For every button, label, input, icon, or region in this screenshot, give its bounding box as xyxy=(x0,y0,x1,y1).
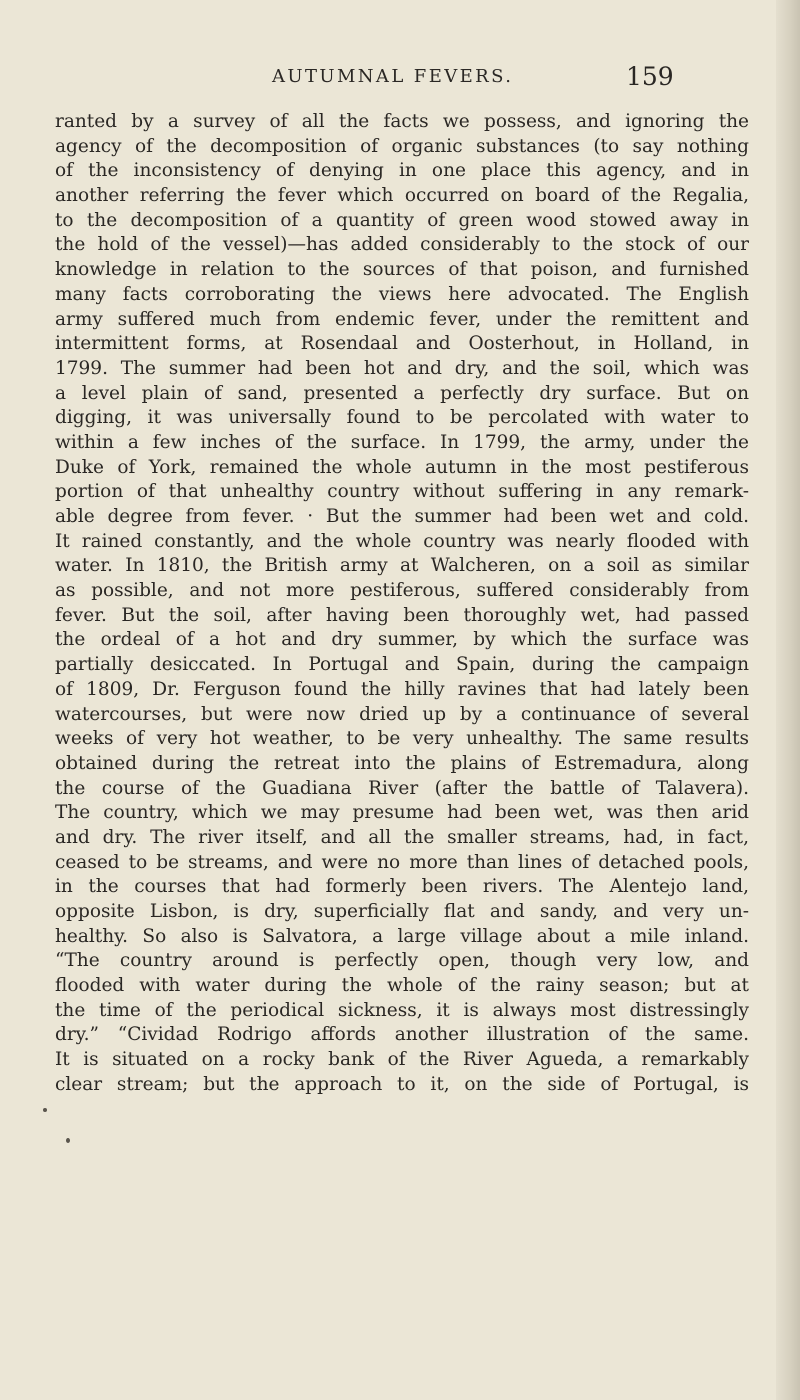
text-line: It rained constantly, and the whole country was nearly flooded with xyxy=(55,530,749,552)
text-line: watercourses, but were now dried up by a continuance of several xyxy=(55,703,749,725)
text-line: the course of the Guadiana River (after the battle of Talavera). xyxy=(55,777,749,799)
text-line: The country, which we may presume had been wet, was then arid xyxy=(55,802,749,824)
text-line: ranted by a survey of all the facts we possess, and ignoring the xyxy=(55,111,749,132)
text-line: another referring the fever which occurred on board of the Regalia, xyxy=(55,185,749,207)
text-line: flooded with water during the whole of the rainy season; but at xyxy=(55,975,749,997)
text-line: able degree from fever. · But the summer had been wet and cold. xyxy=(55,506,749,527)
text-line: agency of the decomposition of organic substances (to say nothing xyxy=(55,135,749,157)
text-line: healthy. So also is Salvatora, a large village about a mile inland. xyxy=(55,925,749,947)
text-line: partially desiccated. In Portugal and Spain, during the campaign xyxy=(55,654,749,676)
text-line: of 1809, Dr. Ferguson found the hilly ravines that had lately been xyxy=(55,678,749,700)
ink-speck xyxy=(43,1108,47,1112)
page-gutter-shadow xyxy=(776,0,800,1400)
text-line: It is situated on a rocky bank of the River Agueda, a remarkably xyxy=(55,1049,749,1071)
text-line: as possible, and not more pestiferous, suffered considerably from xyxy=(55,580,749,602)
text-line: to the decomposition of a quantity of green wood stowed away in xyxy=(55,209,749,231)
text-line: knowledge in relation to the sources of that poison, and furnished xyxy=(55,259,749,281)
text-line: in the courses that had formerly been rivers. The Alentejo land, xyxy=(55,876,749,898)
text-line: and dry. The river itself, and all the smaller streams, had, in fact, xyxy=(55,826,749,848)
running-title: AUTUMNAL FEVERS. xyxy=(272,66,514,87)
body-text xyxy=(55,110,749,1098)
text-line: “The country around is perfectly open, though very low, and xyxy=(55,950,749,972)
text-line: digging, it was universally found to be percolated with water to xyxy=(55,407,749,429)
page-header xyxy=(0,62,800,102)
text-line: obtained during the retreat into the plains of Estremadura, along xyxy=(55,752,749,774)
text-line: within a few inches of the surface. In 1799, the army, under the xyxy=(55,431,749,453)
text-line: ceased to be streams, and were no more than lines of detached pools, xyxy=(55,851,749,873)
page-number: 159 xyxy=(626,62,674,91)
text-line: opposite Lisbon, is dry, superficially flat and sandy, and very un- xyxy=(55,901,749,922)
text-line: fever. But the soil, after having been thoroughly wet, had passed xyxy=(55,604,749,626)
text-line: Duke of York, remained the whole autumn in the most pestiferous xyxy=(55,456,749,478)
text-line: intermittent forms, at Rosendaal and Oosterhout, in Holland, in xyxy=(55,333,749,355)
text-line: clear stream; but the approach to it, on the side of Portugal, is xyxy=(55,1073,749,1095)
text-line: of the inconsistency of denying in one place this agency, and in xyxy=(55,160,749,182)
text-line: weeks of very hot weather, to be very unhealthy. The same results xyxy=(55,728,749,750)
ink-speck xyxy=(66,1138,70,1143)
text-line: dry.” “Cividad Rodrigo affords another illustration of the same. xyxy=(55,1024,749,1046)
text-line: many facts corroborating the views here advocated. The English xyxy=(55,283,749,305)
text-line: army suffered much from endemic fever, under the remittent and xyxy=(55,308,749,330)
text-line: portion of that unhealthy country without suffering in any remark- xyxy=(55,481,749,503)
text-line: the hold of the vessel)—has added considerably to the stock of our xyxy=(55,234,749,256)
text-line: 1799. The summer had been hot and dry, and the soil, which was xyxy=(55,357,749,379)
text-line: the time of the periodical sickness, it is always most distressingly xyxy=(55,999,749,1021)
text-line: a level plain of sand, presented a perfectly dry surface. But on xyxy=(55,382,749,404)
text-line: water. In 1810, the British army at Walcheren, on a soil as similar xyxy=(55,555,749,577)
text-line: the ordeal of a hot and dry summer, by which the surface was xyxy=(55,629,749,651)
